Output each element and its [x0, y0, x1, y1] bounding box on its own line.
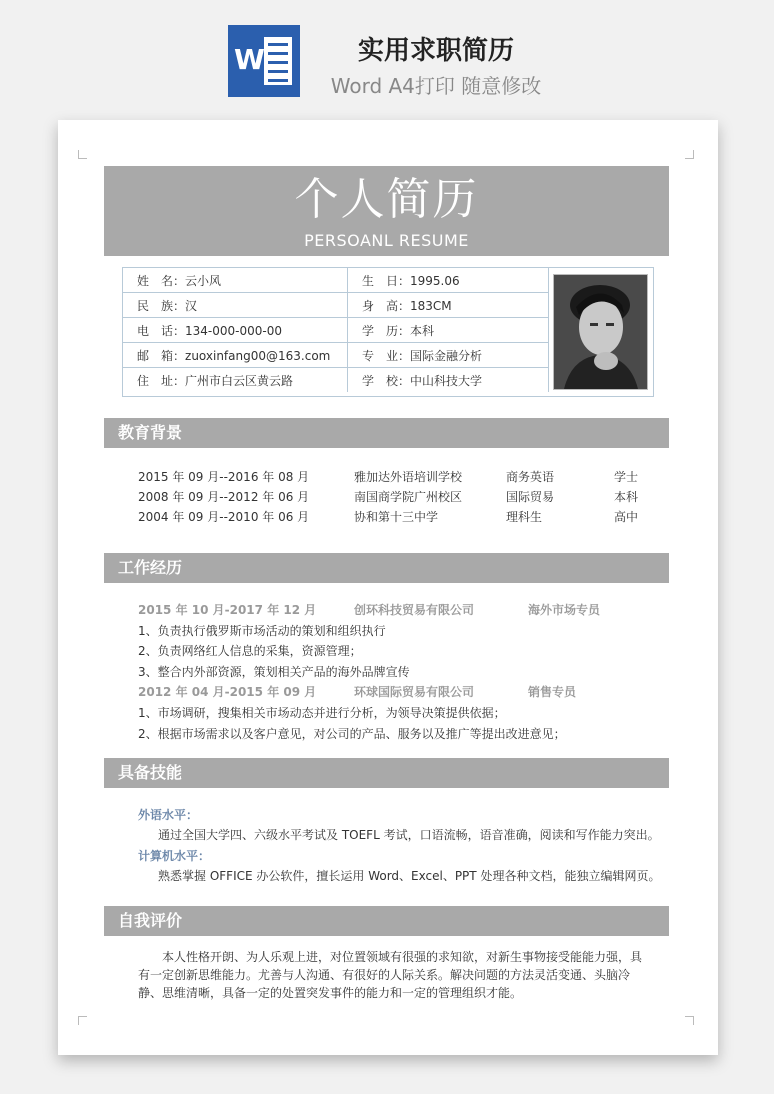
info-label: 电 话：: [137, 323, 186, 338]
section-header-education: 教育背景: [104, 418, 669, 448]
info-value: 广州市白云区黄云路: [185, 373, 294, 388]
skill-text: 通过全国大学四、六级水平考试及 TOEFL 考试，口语流畅，语音准确，阅读和写作能力突出。: [158, 828, 660, 842]
resume-title: 个人简历: [294, 174, 479, 225]
edu-degree: 高中: [614, 510, 639, 524]
info-label: 住 址：: [137, 373, 186, 388]
info-row: [123, 343, 549, 368]
info-row: [123, 368, 549, 393]
info-value: zuoxinfang00@163.com: [185, 348, 331, 363]
edu-date: 2008 年 09 月--2012 年 06 月: [138, 490, 310, 504]
job-date: 2012 年 04 月-2015 年 09 月: [138, 685, 317, 699]
skill-label: 计算机水平：: [138, 849, 211, 863]
info-label: 身 高：: [362, 298, 411, 313]
info-row: [123, 318, 549, 343]
job-duty: 2、负责网络红人信息的采集，资源管理；: [138, 644, 362, 658]
job-duty: 1、负责执行俄罗斯市场活动的策划和组织执行: [138, 624, 386, 638]
promo-banner: [0, 0, 774, 118]
info-label: 邮 箱：: [137, 348, 186, 363]
job-position: 销售专员: [528, 685, 577, 699]
crop-mark: [685, 150, 694, 159]
job-position: 海外市场专员: [528, 603, 601, 617]
job-company: 环球国际贸易有限公司: [354, 685, 475, 699]
info-value: 中山科技大学: [410, 373, 483, 388]
section-header-skills: 具备技能: [104, 758, 669, 788]
job-duty: 3、整合内外部资源，策划相关产品的海外品牌宣传: [138, 665, 410, 679]
info-value: 1995.06: [410, 273, 460, 288]
job-duty: 1、市场调研，搜集相关市场动态并进行分析，为领导决策提供依据；: [138, 706, 506, 720]
personal-info-table: [123, 268, 549, 392]
info-value: 134-000-000-00: [185, 323, 282, 338]
self-evaluation-text: 本人性格开朗、为人乐观上进，对位置领域有很强的求知欲，对新生事物接受能能力强，具有一定创新思维能力。尤善与人沟通、有很好的人际关系。解决问题的方法灵活变通、头脑冷静、思维清晰，具备一定的处置突发事件的能力和一定的管理组织才能。: [138, 950, 643, 1000]
info-value: 183CM: [410, 298, 452, 313]
resume-header: [104, 166, 669, 256]
info-row: [123, 293, 549, 318]
edu-school: 协和第十三中学: [354, 510, 439, 524]
info-value: 云小风: [185, 273, 222, 288]
crop-mark: [78, 150, 87, 159]
info-label: 学 校：: [362, 373, 411, 388]
person-silhouette-icon: [554, 275, 647, 389]
info-row: [123, 268, 549, 293]
info-label: 学 历：: [362, 323, 411, 338]
profile-photo: [553, 274, 648, 390]
personal-info-box: [122, 267, 654, 397]
edu-degree: 本科: [614, 490, 639, 504]
job-company: 创环科技贸易有限公司: [354, 603, 475, 617]
skill-label: 外语水平：: [138, 808, 199, 822]
edu-major: 国际贸易: [506, 490, 555, 504]
info-label: 生 日：: [362, 273, 411, 288]
section-header-self: 自我评价: [104, 906, 669, 936]
section-header-work: 工作经历: [104, 553, 669, 583]
edu-major: 理科生: [506, 510, 543, 524]
word-logo-letter: W: [234, 43, 265, 76]
crop-mark: [78, 1016, 87, 1025]
crop-mark: [685, 1016, 694, 1025]
edu-major: 商务英语: [506, 470, 555, 484]
info-label: 姓 名：: [137, 273, 186, 288]
edu-degree: 学士: [614, 470, 639, 484]
info-label: 专 业：: [362, 348, 411, 363]
resume-subtitle: PERSOANL RESUME: [304, 231, 469, 250]
info-label: 民 族：: [137, 298, 186, 313]
banner-subtitle: Word A4打印 随意修改: [330, 74, 542, 98]
edu-date: 2004 年 09 月--2010 年 06 月: [138, 510, 310, 524]
info-value: 本科: [410, 323, 435, 338]
edu-date: 2015 年 09 月--2016 年 08 月: [138, 470, 310, 484]
info-value: 汉: [185, 298, 198, 313]
edu-school: 南国商学院广州校区: [354, 490, 463, 504]
skill-text: 熟悉掌握 OFFICE 办公软件，擅长运用 Word、Excel、PPT 处理各种文档，能独立编辑网页。: [158, 869, 661, 883]
job-date: 2015 年 10 月-2017 年 12 月: [138, 603, 317, 617]
info-value: 国际金融分析: [410, 348, 483, 363]
banner-title: 实用求职简历: [357, 36, 514, 66]
resume-page: [58, 120, 718, 1055]
job-duty: 2、根据市场需求以及客户意见，对公司的产品、服务以及推广等提出改进意见；: [138, 727, 566, 741]
edu-school: 雅加达外语培训学校: [354, 470, 463, 484]
word-logo-icon: [228, 25, 300, 97]
